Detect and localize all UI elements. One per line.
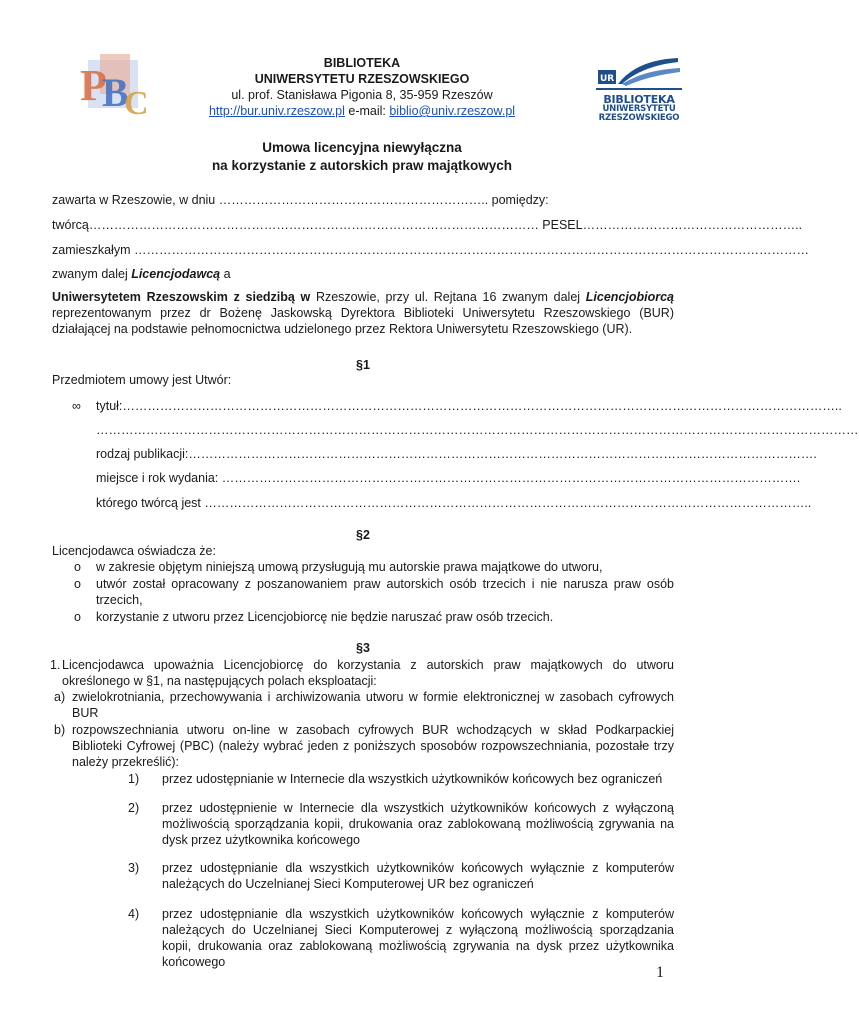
- page-number: 1: [656, 964, 664, 981]
- title-line2: na korzystanie z autorskich praw majątkowych: [211, 158, 513, 173]
- option-1-text: przez udostępnianie w Internecie dla wszystkich użytkowników końcowych bez ograniczeń: [162, 772, 663, 786]
- title-line1: Umowa licencyjna niewyłączna: [262, 140, 462, 155]
- letterhead-contact: [160, 103, 564, 119]
- svg-text:UR: UR: [600, 74, 615, 84]
- field-rodzaj: rodzaj publikacji:…………………………………………………………………………………………………………………………………….: [96, 447, 817, 461]
- option-2-text: przez udostępnienie w Internecie dla wszystkich użytkowników końcowych z wyłączoną możliwością sporządzania kopii, drukowania oraz zablokowaną możliwością zgrywania na dysk przez użytkownika końcowego: [162, 801, 674, 847]
- s3-a-label: a): [54, 690, 66, 704]
- s3-item-a: zwielokrotniania, przechowywania i archiwizowania utworu w formie elektronicznej w zasobach cyfrowych BUR: [72, 690, 674, 720]
- uni-cont: reprezentowanym przez dr Bożenę Jaskowską Dyrektora Biblioteki Uniwersytetu Rzeszowskiego (BUR) działającej na podstawie pełnomocnictwa udzielonego przez Rektora Uniwersytetu Rzeszowskiego (UR).: [52, 306, 674, 336]
- letterhead-line1: BIBLIOTEKA: [323, 56, 401, 70]
- s3-paragraph-1: [62, 657, 674, 689]
- pbc-logo: [66, 50, 158, 120]
- section3-heading: §3: [356, 641, 370, 655]
- s2-item-1: w zakresie objętym niniejszą umową przysługują mu autorskie prawa majątkowe do utworu,: [96, 560, 603, 574]
- option-4-text: przez udostępnianie dla wszystkich użytkowników końcowych wyłącznie z komputerów należących do Uczelnianej Sieci Komputerowej z wyłączoną możliwością sporządzania kopii, drukowania oraz zablokowaną możliwością zgrywania na dysk przez użytkownika końcowego: [162, 907, 674, 969]
- circle-bullet: o: [74, 610, 81, 624]
- s3-b-label: b): [54, 723, 66, 737]
- letterhead-address: ul. prof. Stanisława Pigonia 8, 35-959 Rzeszów: [231, 88, 493, 102]
- uni-bold: Uniwersytetem Rzeszowskim z siedzibą w: [52, 290, 311, 304]
- option-3-number: 3): [128, 861, 140, 875]
- svg-text:P: P: [80, 61, 107, 110]
- letterhead: [160, 55, 564, 119]
- document-title: [110, 139, 614, 175]
- letterhead-line2: UNIWERSYTETU RZESZOWSKIEGO: [254, 72, 470, 86]
- option-1-number: 1): [128, 772, 140, 786]
- email-link[interactable]: biblio@univ.rzeszow.pl: [389, 104, 516, 118]
- field-tytul-cont: …………………………………………………………………………………………………………………………………………………………………: [96, 423, 859, 437]
- circle-bullet: o: [74, 560, 81, 574]
- option-3-text: przez udostępnianie dla wszystkich użytkowników końcowych wyłącznie z komputerów należących do Uczelnianej Sieci Komputerowej UR bez ograniczeń: [162, 861, 674, 891]
- option-4-number: 4): [128, 907, 140, 921]
- section2-heading: §2: [356, 528, 370, 542]
- field-zwanym: [52, 266, 231, 282]
- parties-paragraph: [52, 289, 674, 337]
- svg-text:C: C: [124, 85, 149, 122]
- infinity-bullet: ∞: [72, 399, 81, 413]
- bur-logo-line1: BIBLIOTEKA: [603, 93, 675, 106]
- zwanym-pre: zwanym dalej: [52, 267, 132, 281]
- s3-p1-text: Licencjodawca upoważnia Licencjobiorcę do korzystania z autorskich praw majątkowych do utworu określonego w §1, na następujących polach eksploatacji:: [62, 658, 674, 688]
- email-label: e-mail:: [344, 104, 390, 118]
- licencjodawca-term: Licencjodawcą: [131, 267, 221, 281]
- bur-logo-line3: RZESZOWSKIEGO: [598, 113, 680, 123]
- s2-item-2: utwór został opracowany z poszanowaniem praw autorskich osób trzecich i nie narusza praw osób trzecich,: [96, 577, 674, 607]
- licencjobiorca-term: Licencjobiorcą: [585, 290, 674, 304]
- bur-logo-line2: UNIWERSYTETU: [602, 104, 676, 114]
- s3-item-b: rozpowszechniania utworu on-line w zasobach cyfrowych BUR wchodzących w skład Podkarpackiej Biblioteki Cyfrowej (PBC) (należy wybrać jeden z poniższych sposobów rozpowszechniania, pozostałe trzy należy przekreślić):: [72, 723, 674, 769]
- s3-p1-number: 1.: [50, 658, 61, 672]
- section1-intro: Przedmiotem umowy jest Utwór:: [52, 373, 232, 387]
- section2-intro: Licencjodawca oświadcza że:: [52, 544, 216, 558]
- field-tworca-utworu: którego twórcą jest ………………………………………………………………………………………………………………………………..: [96, 496, 812, 510]
- s2-item-3: korzystanie z utworu przez Licencjobiorcę nie będzie naruszać praw osób trzecich.: [96, 610, 554, 624]
- field-zawarta: zawarta w Rzeszowie, w dniu ……………………………………………………….. pomiędzy:: [52, 193, 549, 207]
- field-zamieszkalym: zamieszkałym ………………………………………………………………………………………………………………………………………………: [52, 243, 809, 257]
- option-2-number: 2): [128, 801, 140, 815]
- field-miejsce: miejsce i rok wydania: ………………………………………………………………………………………………………………………….: [96, 471, 801, 485]
- uni-rest: Rzeszowie, przy ul. Rejtana 16 zwanym dalej: [310, 290, 586, 304]
- svg-text:B: B: [102, 70, 129, 115]
- section1-heading: §1: [356, 358, 370, 372]
- bur-logo-text: [596, 94, 682, 123]
- field-tworca: twórcą……………………………………………………………………………………………… PESEL……………………………………………..: [52, 218, 803, 232]
- website-link[interactable]: http://bur.univ.rzeszow.pl: [208, 104, 345, 118]
- field-tytul: tytuł:………………………………………………………………………………………………………………………………………………………..: [96, 399, 842, 413]
- zwanym-post: a: [220, 267, 231, 281]
- circle-bullet: o: [74, 577, 81, 591]
